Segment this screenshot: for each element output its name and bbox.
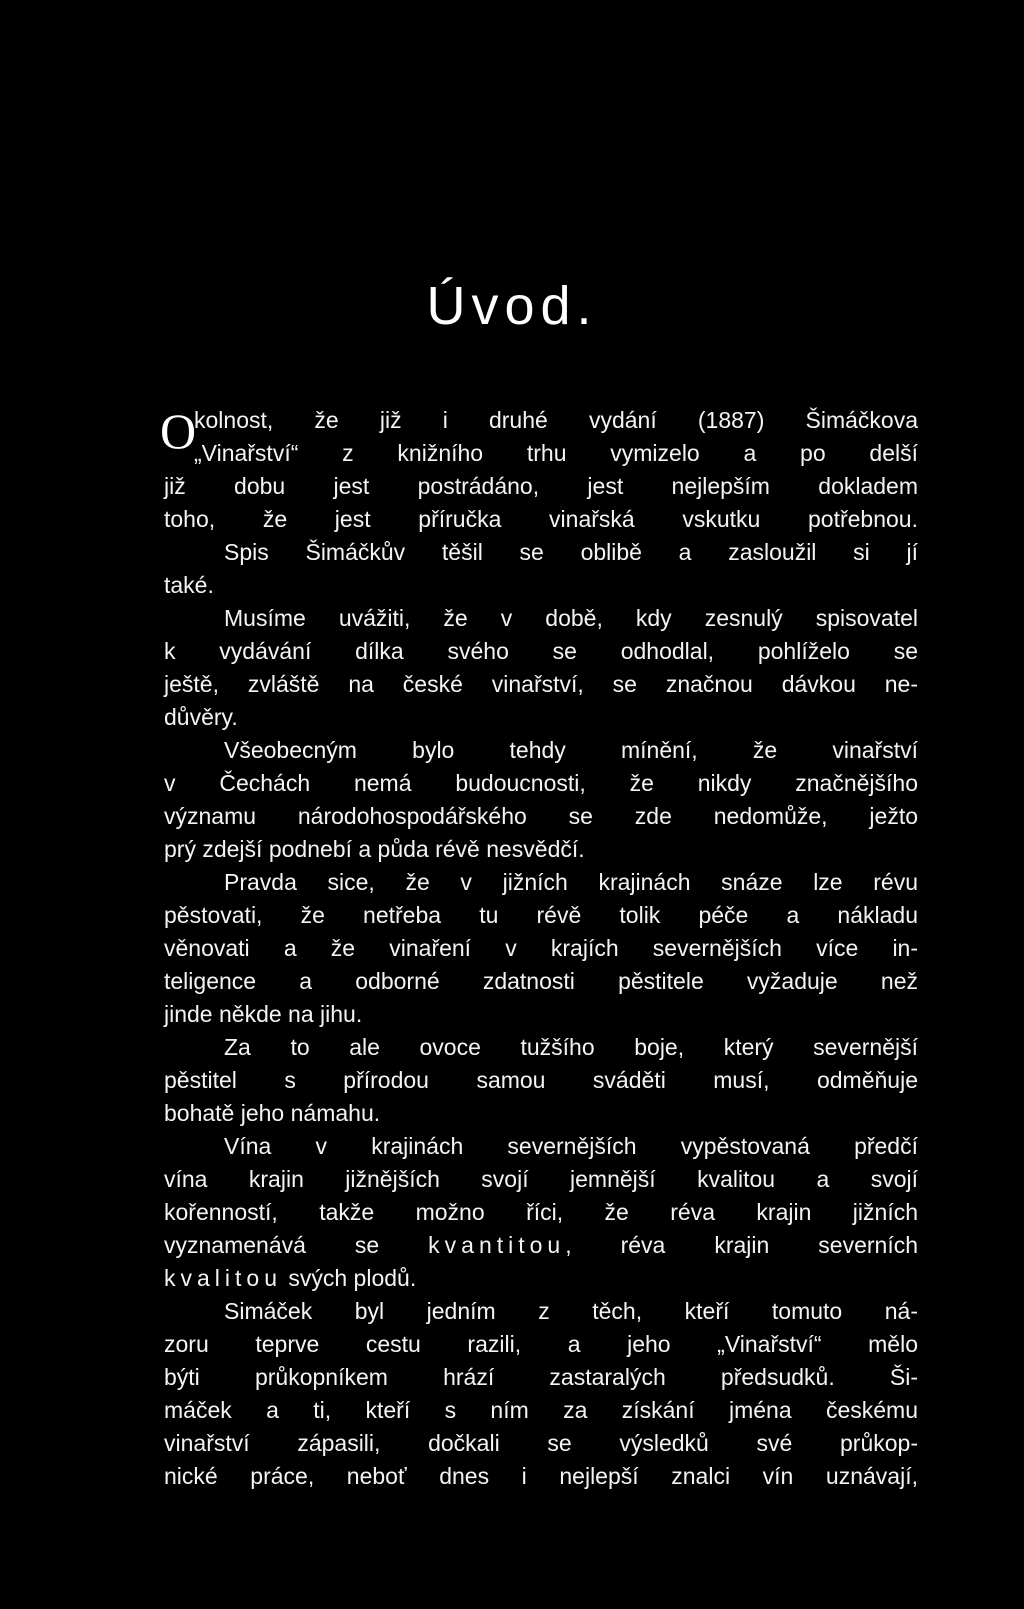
page-title: Úvod. xyxy=(426,276,598,336)
line-segment: , réva krajin severních xyxy=(565,1232,918,1258)
line-segment: vyznamenává se xyxy=(164,1232,429,1258)
emphasized-word: kvantitou xyxy=(428,1232,566,1258)
text-line: Spis Šimáčkův těšil se oblibě a zasloužil si jí xyxy=(224,539,918,565)
text-line: Pravda sice, že v jižních krajinách snáze lze révu xyxy=(224,869,918,895)
text-line: vína krajin jižnějších svojí jemnější kvalitou a svojí xyxy=(164,1166,918,1192)
drop-cap: O xyxy=(160,403,197,459)
text-line xyxy=(164,1262,918,1295)
text-line: věnovati a že vinaření v krajích severnějších více in- xyxy=(164,935,918,961)
text-line: také. xyxy=(164,572,214,598)
text-line xyxy=(164,1229,918,1262)
emphasized-word: kvalitou xyxy=(164,1265,282,1291)
text-line: Vína v krajinách severnějších vypěstovaná předčí xyxy=(224,1133,918,1159)
text-line: bohatě jeho námahu. xyxy=(164,1100,381,1126)
line-content: kolnost, že již i druhé vydání (1887) Šimáčkova xyxy=(194,407,918,433)
text-line: pěstitel s přírodou samou sváděti musí, odměňuje xyxy=(164,1067,918,1093)
text-line: kořenností, takže možno říci, že réva krajin jižních xyxy=(164,1199,918,1225)
text-line: ještě, zvláště na české vinařství, se značnou dávkou ne- xyxy=(164,671,918,697)
text-line: prý zdejší podnebí a půda révě nesvědčí. xyxy=(164,836,585,862)
text-line: v Čechách nemá budoucnosti, že nikdy značnějšího xyxy=(164,770,918,796)
text-line: máček a ti, kteří s ním za získání jména českému xyxy=(164,1397,918,1423)
text-line: jinde někde na jihu. xyxy=(164,1001,363,1027)
text-line: býti průkopníkem hrází zastaralých předsudků. Ši- xyxy=(164,1364,918,1390)
text-line: vinařství zápasili, dočkali se výsledků své průkop- xyxy=(164,1430,918,1456)
text-line: zoru teprve cestu razili, a jeho „Vinařství“ mělo xyxy=(164,1331,918,1357)
text-line: významu národohospodářského se zde nedomůže, ježto xyxy=(164,803,918,829)
text-line: důvěry. xyxy=(164,704,238,730)
text-line: teligence a odborné zdatnosti pěstitele vyžaduje než xyxy=(164,968,918,994)
text-line: k vydávání dílka svého se odhodlal, pohlíželo se xyxy=(164,638,918,664)
text-line: Musíme uvážiti, že v době, kdy zesnulý spisovatel xyxy=(224,605,918,631)
text-line: Simáček byl jedním z těch, kteří tomuto ná- xyxy=(224,1298,918,1324)
text-line: již dobu jest postrádáno, jest nejlepším dokladem xyxy=(164,473,918,499)
text-line: nické práce, neboť dnes i nejlepší znalci vín uznávají, xyxy=(164,1463,918,1489)
text-line: pěstovati, že netřeba tu révě tolik péče a nákladu xyxy=(164,902,918,928)
text-line: Za to ale ovoce tužšího boje, který severnější xyxy=(224,1034,918,1060)
text-line: toho, že jest příručka vinařská vskutku potřebnou. xyxy=(164,506,918,532)
body-text xyxy=(160,403,918,1493)
text-line: „Vinařství“ z knižního trhu vymizelo a po delší xyxy=(194,440,918,466)
text-line: Všeobecným bylo tehdy mínění, že vinařství xyxy=(224,737,918,763)
line-segment: svých plodů. xyxy=(281,1265,417,1291)
